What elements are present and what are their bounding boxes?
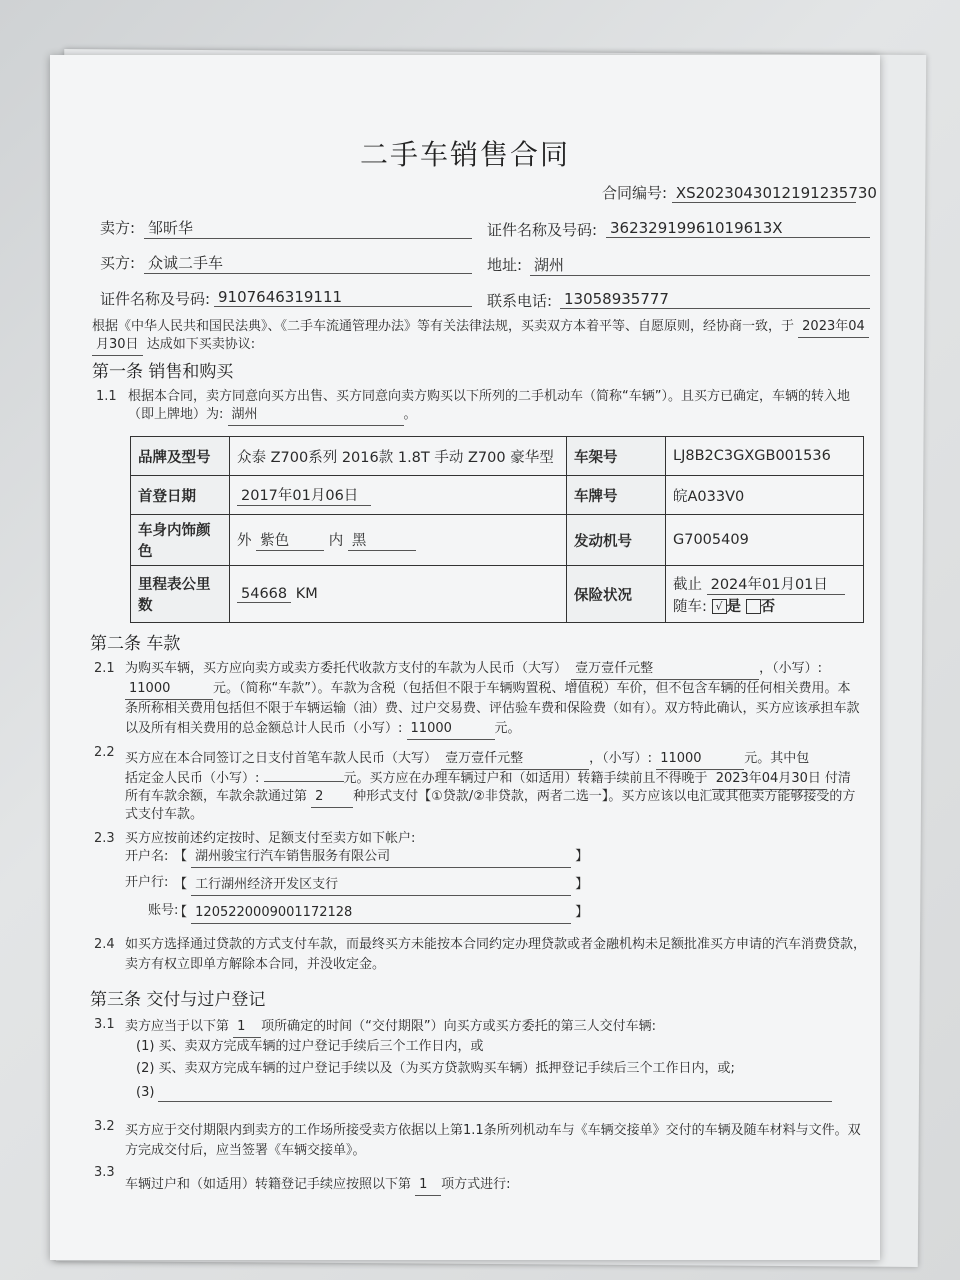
clause-2-1-c: 元。（简称“车款”）。车款为含税（包括但不限于车辆购置税、增值税）车价，但不包含车辆的任何相关费用。本 <box>213 681 851 696</box>
bracket-right: 】 <box>575 905 589 920</box>
page-title: 二手车销售合同 <box>359 138 570 171</box>
insurance-follow-label: 随车: <box>673 598 707 615</box>
clause-2-2-d: 括定金人民币（小写）: <box>125 771 260 786</box>
transfer-choice: 1 <box>415 1175 441 1196</box>
preamble-date-a: 2023年04 <box>798 317 869 338</box>
clause-2-2-line4: 式支付车款。 <box>125 807 204 822</box>
delivery-option-2: (2) 买、卖双方完成车辆的过户登记手续以及（为买方贷款购买车辆）抵押登记手续后三个工作日内，或; <box>136 1061 735 1076</box>
engine-header: 发动机号 <box>567 515 666 566</box>
mileage-unit: KM <box>295 585 318 602</box>
price-upper: 壹万壹仟元整 <box>571 659 759 680</box>
clause-3-2-line1: 买方应于交付期限内到卖方的工作场所接受卖方依据以上第1.1条所列机动车与《车辆交接单》交付的车辆及随车材料与文件。双 <box>125 1123 861 1138</box>
clause-2-2-h: 种形式支付【①贷款/②非贷款，两者二选一】。买方应该以电汇或其他卖方能够接受的方 <box>353 789 856 804</box>
buyer-label: 买方: <box>100 254 136 272</box>
clause-2-1-e: 以及所有相关费用的总金额总计人民币（小写）: <box>125 721 403 736</box>
preamble-text-a: 根据《中华人民共和国民法典》、《二手车流通管理办法》等有关法律法规，买卖双方本着平等、自愿原则，经协商一致，于 <box>92 319 795 334</box>
article-1-heading: 第一条 销售和购买 <box>92 362 234 382</box>
insurance-until-date: 2024年01月01日 <box>707 573 845 595</box>
reg-date-value: 2017年01月06日 <box>237 484 371 506</box>
delivery-option-1: (1) 买、卖双方完成车辆的过户登记手续后三个工作日内，或 <box>136 1039 484 1054</box>
preamble-text-b: 达成如下买卖协议: <box>146 337 256 352</box>
table-row <box>131 437 864 476</box>
clause-3-1-b: 项所确定的时间（“交付期限”）向买方或买方委托的第三人交付车辆: <box>261 1019 657 1034</box>
seller-label: 卖方: <box>100 219 136 237</box>
reg-date-cell <box>230 476 567 515</box>
clause-2-2-g: 所有车款余额，车款余款通过第 <box>125 789 308 804</box>
phone-label: 联系电话: <box>487 292 553 310</box>
clause-3-3-b: 项方式进行: <box>441 1177 511 1192</box>
clause-1-1-line2 <box>128 405 417 426</box>
article-3-heading: 第三条 交付与过户登记 <box>90 990 266 1010</box>
deposit-amount-blank <box>264 767 344 782</box>
account-name-row <box>174 847 588 868</box>
clause-2-3-num: 2.3 <box>94 831 115 846</box>
transfer-place: 湖州 <box>228 405 404 426</box>
account-name-label: 开户名: <box>125 849 169 864</box>
clause-1-1-text-b: （即上牌地）为: <box>128 407 224 422</box>
reg-date-header: 首登日期 <box>131 476 230 515</box>
vin-header: 车架号 <box>567 437 666 476</box>
table-row <box>131 476 864 515</box>
clause-3-3-a: 车辆过户和（如适用）转籍登记手续应按照以下第 <box>125 1177 412 1192</box>
clause-2-1-f: 元。 <box>494 721 521 736</box>
clause-2-2-c: 元。其中包 <box>744 751 810 766</box>
payment-method-choice: 2 <box>311 787 353 808</box>
color-cell <box>230 515 567 566</box>
insurance-yes-checkbox[interactable]: √ <box>712 599 727 614</box>
color-header: 车身内饰颜色 <box>131 515 230 566</box>
clause-2-2-b: ，（小写）: <box>589 751 653 766</box>
clause-2-1-num: 2.1 <box>94 661 115 676</box>
exterior-label: 外 <box>237 533 252 549</box>
table-row <box>131 566 864 623</box>
buyer-id-label: 证件名称及号码: <box>100 290 211 308</box>
brand-value: 众泰 Z700系列 2016款 1.8T 手动 Z700 豪华型 <box>230 437 567 476</box>
seller-id-label: 证件名称及号码: <box>487 221 598 239</box>
mileage-header: 里程表公里数 <box>131 566 230 623</box>
bracket-right: 】 <box>575 849 589 864</box>
clause-1-1-end: 。 <box>403 407 417 422</box>
preamble-line2 <box>92 335 255 356</box>
clause-2-2-f: 付清 <box>824 771 851 786</box>
clause-2-4-line1: 如买方选择通过贷款的方式支付车款，而最终买方未能按本合同约定办理贷款或者金融机构未足额批准买方申请的汽车消费贷款， <box>125 937 867 952</box>
clause-2-1-line3: 条所称相关费用包括但不限于车辆运输（油）费、过户交易费、评估验车费和保险费（如有）。双方特此确认，买方应该承担车款 <box>125 701 860 716</box>
insurance-until-row <box>673 573 856 595</box>
clause-2-4-line2: 卖方有权立即单方解除本合同，并没收定金。 <box>125 957 386 972</box>
account-number: 1205220009001172128 <box>191 903 571 924</box>
clause-3-2-num: 3.2 <box>94 1119 115 1134</box>
clause-2-1-line1 <box>125 659 822 680</box>
first-payment-lower: 11000 <box>656 749 744 770</box>
contract-no-label: 合同编号: <box>602 184 668 202</box>
bank-name: 工行湖州经济开发区支行 <box>191 875 571 896</box>
clause-3-1-a: 卖方应当于以下第 <box>125 1019 230 1034</box>
bank-row <box>174 875 588 896</box>
contract-page <box>50 55 880 1260</box>
insurance-no-checkbox[interactable] <box>746 599 761 614</box>
mileage-cell <box>230 566 567 623</box>
insurance-until-label: 截止 <box>673 576 702 593</box>
article-2-heading: 第二条 车款 <box>90 634 181 654</box>
address: 湖州 <box>530 254 870 276</box>
bracket-left: 【 <box>174 905 188 920</box>
account-no-label: 账号: <box>148 903 179 918</box>
insurance-header: 保险状况 <box>567 566 666 623</box>
clause-3-3-line1 <box>125 1175 511 1196</box>
clause-2-1-a: 为购买车辆，买方应向卖方或卖方委托代收款方支付的车款为人民币（大写） <box>125 661 568 676</box>
insurance-yes-label: 是 <box>726 598 741 615</box>
clause-2-2-num: 2.2 <box>94 745 115 760</box>
final-payment-date: 2023年04月30日 <box>712 769 825 790</box>
insurance-follow-row <box>673 595 856 616</box>
bracket-left: 【 <box>174 877 188 892</box>
delivery-choice: 1 <box>233 1017 261 1038</box>
vehicle-info-table <box>130 436 864 623</box>
table-row <box>131 515 864 566</box>
buyer-name: 众诚二手车 <box>144 252 472 274</box>
contract-no: XS2023043012191235730 <box>672 184 856 203</box>
preamble-date-b: 月30日 <box>92 335 143 356</box>
bank-label: 开户行: <box>125 875 169 890</box>
clause-2-2-line3 <box>125 787 855 808</box>
interior-color: 黑 <box>348 529 416 551</box>
phone: 13058935777 <box>560 290 870 309</box>
seller-id: 36232919961019613X <box>606 219 870 238</box>
exterior-color: 紫色 <box>256 529 324 551</box>
seller-name: 邹昕华 <box>144 217 472 239</box>
delivery-option-3-blank <box>158 1101 832 1102</box>
bracket-right: 】 <box>575 877 589 892</box>
delivery-option-3: (3) <box>136 1085 155 1100</box>
clause-2-4-num: 2.4 <box>94 937 115 952</box>
first-payment-upper: 壹万壹仟元整 <box>441 749 589 770</box>
interior-label: 内 <box>328 533 344 549</box>
account-no-row <box>174 903 588 924</box>
clause-2-1-line4 <box>125 719 521 740</box>
price-lower: 11000 <box>125 679 213 700</box>
clause-1-1-line1: 根据本合同，卖方同意向买方出售、买方同意向卖方购买以下所列的二手机动车（简称“车辆”）。且买方已确定，车辆的转入地 <box>128 389 850 404</box>
clause-2-3-line1: 买方应按前述约定按时、足额支付至卖方如下帐户: <box>125 831 416 846</box>
insurance-cell <box>666 566 864 623</box>
insurance-no-label: 否 <box>760 598 776 615</box>
clause-3-2-line2: 方完成交付后，应当签署《车辆交接单》。 <box>125 1143 366 1158</box>
engine-value: G7005409 <box>666 515 864 566</box>
clause-3-1-line1 <box>125 1017 656 1038</box>
total-amount: 11000 <box>407 719 495 740</box>
bracket-left: 【 <box>174 849 188 864</box>
clause-2-2-e: 元。买方应在办理车辆过户和（如适用）转籍手续前且不得晚于 <box>343 771 708 786</box>
account-name: 湖州骏宝行汽车销售服务有限公司 <box>191 847 571 868</box>
clause-3-1-num: 3.1 <box>94 1017 115 1032</box>
vin-value: LJ8B2C3GXGB001536 <box>666 437 864 476</box>
clause-2-1-line2 <box>125 679 850 700</box>
clause-3-3-num: 3.3 <box>94 1165 115 1180</box>
address-label: 地址: <box>487 256 523 274</box>
plate-value: 皖A033V0 <box>666 476 864 515</box>
clause-2-2-a: 买方应在本合同签订之日支付首笔车款人民币（大写） <box>125 751 438 766</box>
clause-2-1-b: ，（小写）: <box>759 661 823 676</box>
clause-1-1-num: 1.1 <box>96 389 117 404</box>
brand-header: 品牌及型号 <box>131 437 230 476</box>
contract-no-row <box>602 182 877 203</box>
buyer-id: 9107646319111 <box>214 288 472 307</box>
plate-header: 车牌号 <box>567 476 666 515</box>
mileage-value: 54668 <box>237 586 291 603</box>
